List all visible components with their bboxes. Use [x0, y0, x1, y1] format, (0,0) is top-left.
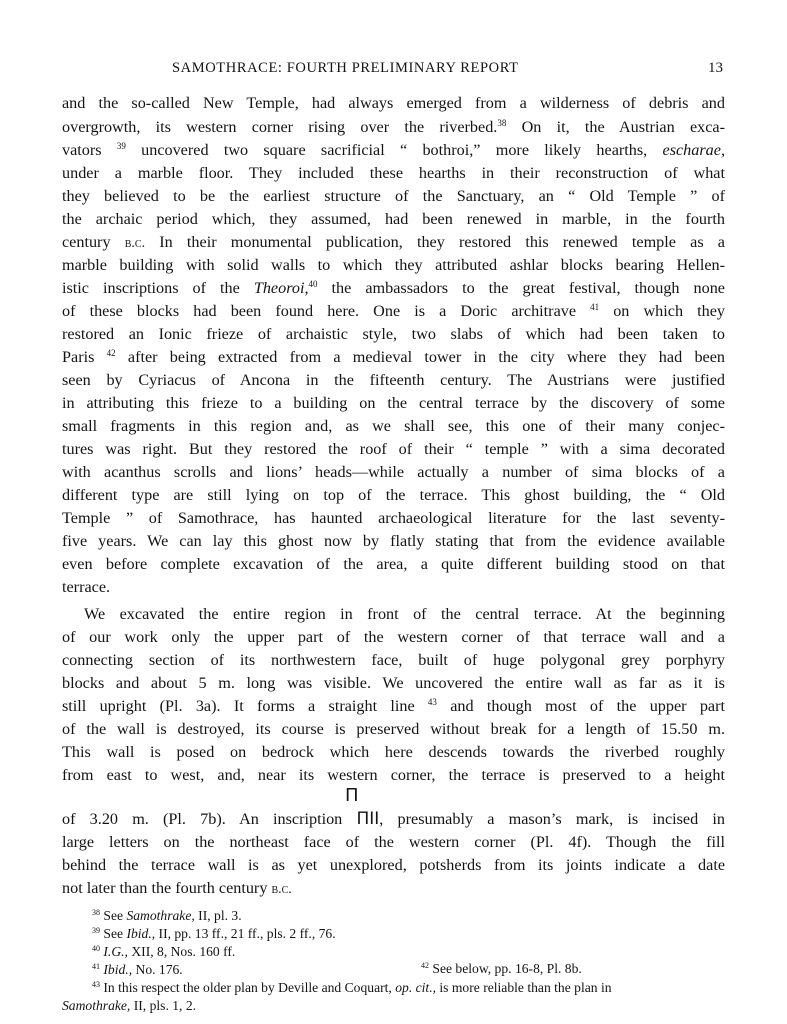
running-head [62, 60, 723, 80]
body-line: with acanthus scrolls and lions’ heads—while actually a number of sima blocks of a [62, 463, 725, 481]
body-line: restored an Ionic frieze of archaistic style, two slabs of which had been taken to [62, 325, 725, 343]
body-line: istic inscriptions of the Theoroi,$^{40}$ the ambassadors to the great festival, though none [62, 279, 725, 297]
footnote-39: $^{39}$ See Ibid., II, pp. 13 ff., 21 ff., pls. 2 ff., 76. [92, 926, 336, 941]
body-line: five years. We can lay this ghost now by flatly stating that from the evidence available [62, 532, 725, 550]
body-line: Temple ” of Samothrace, has haunted archaeological literature for the last seventy- [62, 509, 725, 527]
body-line: seen by Cyriacus of Ancona in the fifteenth century. The Austrians were justified [62, 371, 725, 389]
body-line: still upright (Pl. 3a). It forms a straight line $^{43}$ and though most of the upper part [62, 697, 726, 715]
body-line: even before complete excavation of the area, a quite different building stood on that [62, 555, 725, 573]
body-line: marble building with solid walls to which they attributed ashlar blocks bearing Hellen- [62, 256, 725, 274]
footnote-38: $^{38}$ See Samothrake, II, pl. 3. [92, 908, 242, 923]
footnote-43: $^{43}$ In this respect the older plan by Deville and Coquart, op. cit., is more reliable than the plan in [92, 980, 612, 995]
body-line: blocks and about 5 m. long was visible. We uncovered the entire wall as far as it is [62, 674, 725, 692]
body-line: century b.c. In their monumental publication, they restored this renewed temple as a [62, 233, 725, 251]
footnote-43-cont: Samothrake, II, pls. 1, 2. [62, 998, 197, 1013]
body-line: in attributing this frieze to a building on the central terrace by the discovery of some [62, 394, 725, 412]
body-line: We excavated the entire region in front of the central terrace. At the beginning [84, 605, 725, 623]
body-line: from east to west, and, near its western corner, the terrace is preserved to a height [62, 766, 725, 784]
mason-mark: ΠΙΙ [356, 809, 380, 829]
body-line: terrace. [62, 578, 111, 596]
body-line: behind the terrace wall is as yet unexplored, potsherds from its joints indicate a date [62, 856, 725, 874]
body-line: small fragments in this region and, as we shall see, this one of their many conjec- [62, 417, 725, 435]
running-head-title: SAMOTHRACE: FOURTH PRELIMINARY REPORT [172, 60, 519, 76]
body-line: of these blocks had been found here. One is a Doric architrave $^{41}$ on which they [62, 302, 725, 320]
mason-mark-upper: Π [345, 785, 359, 806]
footnote-40: $^{40}$ I.G., XII, 8, Nos. 160 ff. [92, 944, 236, 959]
body-line: tures was right. But they restored the roof of their “ temple ” with a sima decorated [62, 440, 725, 458]
body-line: of 3.20 m. (Pl. 7b). An inscription ΠΙΙ, presumably a mason’s mark, is incised in [62, 809, 725, 829]
body-line: under a marble floor. They included these hearths in their reconstruction of what [62, 164, 725, 182]
body-line: the archaic period which, they assumed, had been renewed in marble, in the fourth [62, 210, 725, 228]
body-line: overgrowth, its western corner rising over the riverbed.$^{38}$ On it, the Austrian exca- [62, 118, 725, 136]
body-line: connecting section of its northwestern face, built of huge polygonal grey porphyry [62, 651, 725, 669]
body-line: Paris $^{42}$ after being extracted from a medieval tower in the city where they had been [62, 348, 725, 366]
body-line: they believed to be the earliest structure of the Sanctuary, an “ Old Temple ” of [62, 187, 725, 205]
page-number: 13 [708, 60, 723, 76]
body-line: This wall is posed on bedrock which here descends towards the riverbed roughly [62, 743, 725, 761]
body-line: large letters on the northeast face of the western corner (Pl. 4f). Though the fill [62, 833, 725, 851]
body-line: of the wall is destroyed, its course is preserved without break for a length of 15.50 m. [62, 720, 725, 738]
body-line: of our work only the upper part of the western corner of that terrace wall and a [62, 628, 725, 646]
body-line: not later than the fourth century b.c. [62, 879, 292, 897]
footnote-41: $^{41}$ Ibid., No. 176. [92, 962, 183, 977]
body-line: different type are still lying on top of the terrace. This ghost building, the “ Old [62, 486, 725, 504]
body-line: and the so-called New Temple, had always emerged from a wilderness of debris and [62, 94, 725, 112]
body-line: vators $^{39}$ uncovered two square sacrificial “ bothroi,” more likely hearths, escharae, [62, 141, 725, 159]
footnote-42: $^{42}$ See below, pp. 16-8, Pl. 8b. [421, 961, 582, 976]
